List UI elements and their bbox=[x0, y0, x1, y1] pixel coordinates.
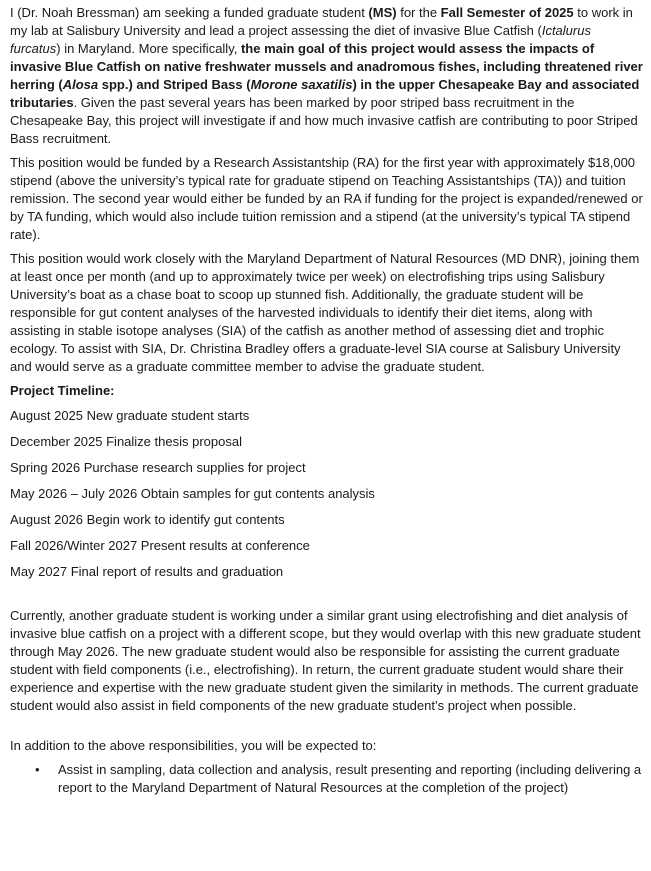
document bbox=[10, 4, 644, 797]
project-timeline bbox=[10, 382, 644, 581]
list-item bbox=[35, 761, 644, 797]
goal-text: spp.) and Striped Bass ( bbox=[98, 77, 251, 92]
responsibilities-intro: In addition to the above responsibilities, you will be expected to: bbox=[10, 738, 377, 753]
start-semester: Fall Semester of 2025 bbox=[440, 5, 574, 20]
species-name: Morone saxatilis bbox=[250, 77, 353, 92]
intro-text: I (Dr. Noah Bressman) am seeking a funded graduate student bbox=[10, 5, 369, 20]
timeline-item: May 2027 Final report of results and graduation bbox=[10, 564, 284, 579]
current-student-paragraph: Currently, another graduate student is working under a similar grant using electrofishing and diet analysis of invasive blue catfish on a project with a different scope, but they would overlap with this new graduate student through May 2026. The new graduate student would also be responsible for assisting the current graduate student with field components (i.e., electrofishing). In return, the current graduate student would share their experience and expertise with the new graduate student given the similarity in methods. The current graduate student would also assist in field components of the new graduate student’s project when possible. bbox=[10, 608, 641, 713]
bullet-icon: • bbox=[35, 762, 40, 777]
intro-paragraph bbox=[10, 4, 644, 148]
degree-level: (MS) bbox=[368, 5, 397, 20]
intro-text: . Given the past several years has been marked by poor striped bass recruitment in the Chesapeake Bay, this project will investigate if and how much invasive catfish are contributing to poor Striped Bass recruitment. bbox=[10, 95, 638, 146]
list-item-text: Assist in sampling, data collection and analysis, result presenting and reporting (including delivering a report to the Maryland Department of Natural Resources at the completion of the project) bbox=[58, 762, 642, 795]
timeline-item: August 2026 Begin work to identify gut contents bbox=[10, 512, 285, 527]
timeline-item: August 2025 New graduate student starts bbox=[10, 408, 250, 423]
timeline-item: Spring 2026 Purchase research supplies for project bbox=[10, 460, 306, 475]
funding-paragraph: This position would be funded by a Research Assistantship (RA) for the first year with approximately $18,000 stipend (above the university’s typical rate for graduate stipend on Teaching Assistantships (TA)) and tuition remission. The second year would either be funded by an RA if funding for the project is expanded/renewed or by TA funding, which would also include tuition remission and a stipend (at the university’s typical TA stipend rate). bbox=[10, 155, 643, 242]
timeline-title: Project Timeline: bbox=[10, 383, 115, 398]
goal-text: ) in the upper Chesapeake Bay and associated tributaries bbox=[10, 77, 640, 110]
intro-text: ) in Maryland. More specifically, bbox=[56, 41, 241, 56]
intro-text: for the bbox=[396, 5, 441, 20]
collaboration-paragraph: This position would work closely with the Maryland Department of Natural Resources (MD DNR), joining them at least once per month (and up to approximately twice per week) on electrofishing trips using Salisbury University’s boat as a chase boat to scoop up stunned fish. Additionally, the graduate student will be responsible for gut content analyses of the harvested individuals to identify their diet items, along with assisting in stable isotope analyses (SIA) of the catfish as another method of assessing diet and trophic ecology. To assist with SIA, Dr. Christina Bradley offers a graduate-level SIA course at Salisbury University and would serve as a graduate committee member to advise the graduate student. bbox=[10, 251, 640, 374]
timeline-item: December 2025 Finalize thesis proposal bbox=[10, 434, 242, 449]
timeline-item: May 2026 – July 2026 Obtain samples for gut contents analysis bbox=[10, 486, 375, 501]
goal-text: the main goal of this project would assess the impacts of invasive Blue Catfish on native freshwater mussels and anadromous fishes, including threatened river herring ( bbox=[10, 41, 643, 92]
species-name: Ictalurus furcatus bbox=[10, 23, 591, 56]
intro-text: to work in my lab at Salisbury University and lead a project assessing the diet of invasive Blue Catfish ( bbox=[10, 5, 633, 38]
responsibilities-list bbox=[10, 761, 644, 797]
timeline-item: Fall 2026/Winter 2027 Present results at conference bbox=[10, 538, 310, 553]
species-name: Alosa bbox=[62, 77, 99, 92]
